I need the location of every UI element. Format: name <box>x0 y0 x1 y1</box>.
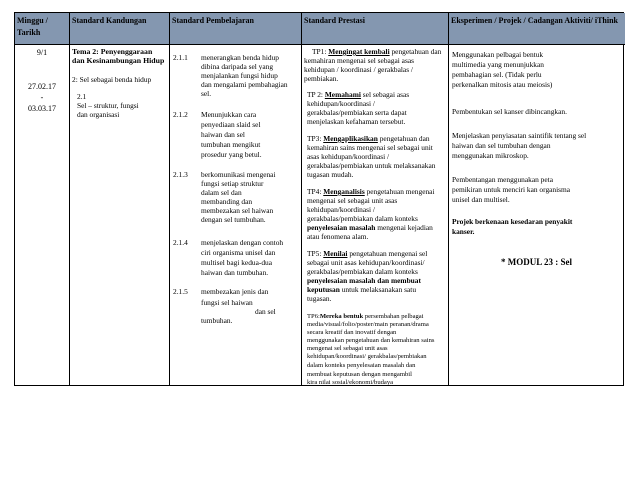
aktiviti-cell <box>449 45 625 385</box>
sp-number: 2.1.5 <box>173 287 188 296</box>
tp-label: TP1: <box>312 47 327 56</box>
modul-label: * MODUL 23 : Sel <box>501 257 572 267</box>
sp-line: berkomunikasi mengenai <box>201 170 276 179</box>
header-standard-pembelajaran: Standard Pembelajaran <box>170 13 302 45</box>
minggu-cell <box>15 45 70 385</box>
sp-number: 2.1.1 <box>173 53 188 62</box>
sp-line: penyediaan slaid sel <box>201 120 261 129</box>
tp-line: media/visual/folio/poster/main peranan/drama <box>307 321 429 328</box>
tp-line: mengenai sel sebagai unit asas <box>307 196 398 205</box>
sp-line: dengan sel tumbuhan. <box>201 215 266 224</box>
sp-line: menjalankan fungsi hidup <box>201 71 278 80</box>
date-from: 27.02.17 <box>28 82 56 91</box>
header-standard-prestasi: Standard Prestasi <box>302 13 449 45</box>
tp-line: atau fenomena alam. <box>307 232 369 241</box>
tp-line: kehidupan/koordinasi / <box>307 205 375 214</box>
activity-line: multimedia yang menunjukkan <box>452 60 544 69</box>
activity-line: pemikiran untuk menciri kan organisma <box>452 185 571 194</box>
tp-line: dalam konteks penyelesaian masalah dan <box>307 362 416 369</box>
activity-bold: kanser. <box>452 227 475 236</box>
kandungan-cell <box>70 45 170 385</box>
tp-keyword: Menganalisis <box>323 187 365 196</box>
activity-line: Menjelaskan penyiasatan saintifik tentang sel <box>452 131 587 140</box>
activity-line: menggunakan mikroskop. <box>452 151 529 160</box>
activity-line: perkenalkan mitosis atau meiosis) <box>452 80 553 89</box>
activity-line: Pembentukan sel kanser dibincangkan. <box>452 107 567 116</box>
header-aktiviti: Eksperimen / Projek / Cadangan Aktiviti/ iThink <box>449 13 625 45</box>
tp-line: gerakbalas/pembiakan untuk melaksanakan <box>307 161 436 170</box>
tp-line: mengenai sel sebagai unit asas <box>307 345 388 352</box>
tp-text: persembahan pelbagai <box>364 313 424 320</box>
activity-line: haiwan dan sel tumbuhan dengan <box>452 141 551 150</box>
tp-line: menjelaskan kefahaman tersebut. <box>307 117 406 126</box>
tp-line: gerakbalas/pembiakan dalam konteks <box>307 267 418 276</box>
sub-number: 2.1 <box>77 92 87 101</box>
tp-line: secara kreatif dan inovatif dengan <box>307 329 397 336</box>
sp-line: prosedur yang betul. <box>201 150 262 159</box>
date-to: 03.03.17 <box>28 104 56 113</box>
sp-line: membezakan jenis dan <box>201 287 269 296</box>
sp-number: 2.1.4 <box>173 238 188 247</box>
prestasi-cell <box>302 45 449 385</box>
date-dash: - <box>40 93 44 102</box>
tp-text: pengetahuan mengenai <box>366 187 435 196</box>
tp-bold: keputusan <box>307 285 340 294</box>
lesson-plan-table <box>14 12 624 386</box>
topic-title: 2: Sel sebagai benda hidup <box>72 75 152 84</box>
tp-bold: penyelesaian masalah dan membuat <box>307 276 421 285</box>
activity-line: Menggunakan pelbagai bentuk <box>452 50 544 59</box>
sp-line: multisel bagi kedua-dua <box>201 258 273 267</box>
tp-keyword: Mereka bentuk <box>319 313 364 320</box>
sp-line: dan sel <box>255 307 276 316</box>
sub-title-2: dan organisasi <box>77 110 120 119</box>
sp-line: dan mengalami pembahagian <box>201 80 288 89</box>
sp-number: 2.1.3 <box>173 170 188 179</box>
tp-keyword: Menilai <box>323 249 348 258</box>
tp-item <box>307 187 435 196</box>
sp-line: ciri organisma unisel dan <box>201 248 276 257</box>
tp-line: tugasan mudah. <box>307 170 354 179</box>
sp-line: dibina daripada sel yang <box>201 62 274 71</box>
sp-line: menerangkan benda hidup <box>201 53 279 62</box>
sp-line: haiwan dan sel <box>201 130 245 139</box>
pembelajaran-cell <box>170 45 302 385</box>
tp-label: TP6: <box>307 313 320 320</box>
header-standard-kandungan: Standard Kandungan <box>70 13 170 45</box>
sp-line: menjelaskan dengan contoh <box>201 238 284 247</box>
tp-line: kemahiran sains mengenai sel sebagai unit <box>307 143 433 152</box>
sp-line: Menunjukkan cara <box>201 110 257 119</box>
tp-text: sel sebagai asas <box>362 90 410 99</box>
theme-title-2: dan Kesinambungan Hidup <box>72 56 165 65</box>
tp-keyword: Memahami <box>324 90 361 99</box>
activity-line: pembahagian sel. (Tidak perlu <box>452 70 542 79</box>
theme-title: Tema 2: Penyenggaraan <box>72 47 153 56</box>
tp-item <box>307 134 430 143</box>
tp-item <box>307 313 424 321</box>
sp-line: tumbuhan mengikut <box>201 140 261 149</box>
sp-line: membezakan sel haiwan <box>201 206 274 215</box>
tp-line: gerakbalas/pembiakan serta dapat <box>307 108 407 117</box>
tp-keyword: Mengingat kembali <box>328 47 390 56</box>
sp-line: haiwan dan tumbuhan. <box>201 268 269 277</box>
sp-line: fungsi sel haiwan <box>201 298 253 307</box>
header-minggu: Minggu / Tarikh <box>15 13 70 45</box>
tp-line: kehidupan / koordinasi / gerakbalas / <box>304 65 413 74</box>
tp-line: kehidupan/koordinasi/ gerakbalas/pembiakan <box>307 353 427 360</box>
tp-text: pengetahuan mengenai sel <box>349 249 428 258</box>
tp-text: pengetahuan dan <box>379 134 430 143</box>
activity-bold: Projek berkenaan kesedaran penyakit <box>452 217 573 226</box>
tp-line: kemahiran mengenai sel sebagai asas <box>304 56 414 65</box>
tp-text: pengetahuan dan <box>391 47 442 56</box>
tp-label: TP5: <box>307 249 322 258</box>
sp-line: dalam sel dan <box>201 188 242 197</box>
tp-label: TP4: <box>307 187 322 196</box>
tp-item <box>312 47 441 56</box>
tp-line: kehidupan/koordinasi / <box>307 99 375 108</box>
tp-line: pembiakan. <box>304 74 339 83</box>
tp-line: kira nilai sosial/ekonomi/budaya <box>307 379 394 386</box>
tp-item <box>307 90 409 99</box>
tp-line: gerakbalas/pembiakan dalam konteks <box>307 214 418 223</box>
tp-bold: penyelesaian masalah <box>307 223 376 232</box>
tp-line: membuat keputusan dengan mengambil <box>307 371 412 378</box>
tp-line <box>307 285 416 294</box>
sp-line: sel. <box>201 89 212 98</box>
sp-line: membanding dan <box>201 197 253 206</box>
tp-line: menggunakan pengetahuan dan kemahiran sains <box>307 337 435 344</box>
sp-line: tumbuhan. <box>201 316 233 325</box>
week-number: 9/1 <box>36 48 48 57</box>
sp-line: fungsi setiap struktur <box>201 179 264 188</box>
sub-title: Sel – struktur, fungsi <box>77 101 139 110</box>
activity-line: unisel dan multisel. <box>452 195 510 204</box>
tp-label: TP 2: <box>307 90 323 99</box>
sp-number: 2.1.2 <box>173 110 188 119</box>
activity-line: Pembentangan menggunakan peta <box>452 175 553 184</box>
tp-line: asas kehidupan/koordinasi / <box>307 152 390 161</box>
tp-line: tugasan. <box>307 294 332 303</box>
tp-text: untuk melaksanakan satu <box>341 285 417 294</box>
tp-line: sebagai unit asas kehidupan/koordinasi/ <box>307 258 425 267</box>
tp-keyword: Mengaplikasikan <box>323 134 378 143</box>
tp-label: TP3: <box>307 134 322 143</box>
tp-item <box>307 249 427 258</box>
tp-text: mengenai kejadian <box>377 223 433 232</box>
tp-line <box>307 223 433 232</box>
